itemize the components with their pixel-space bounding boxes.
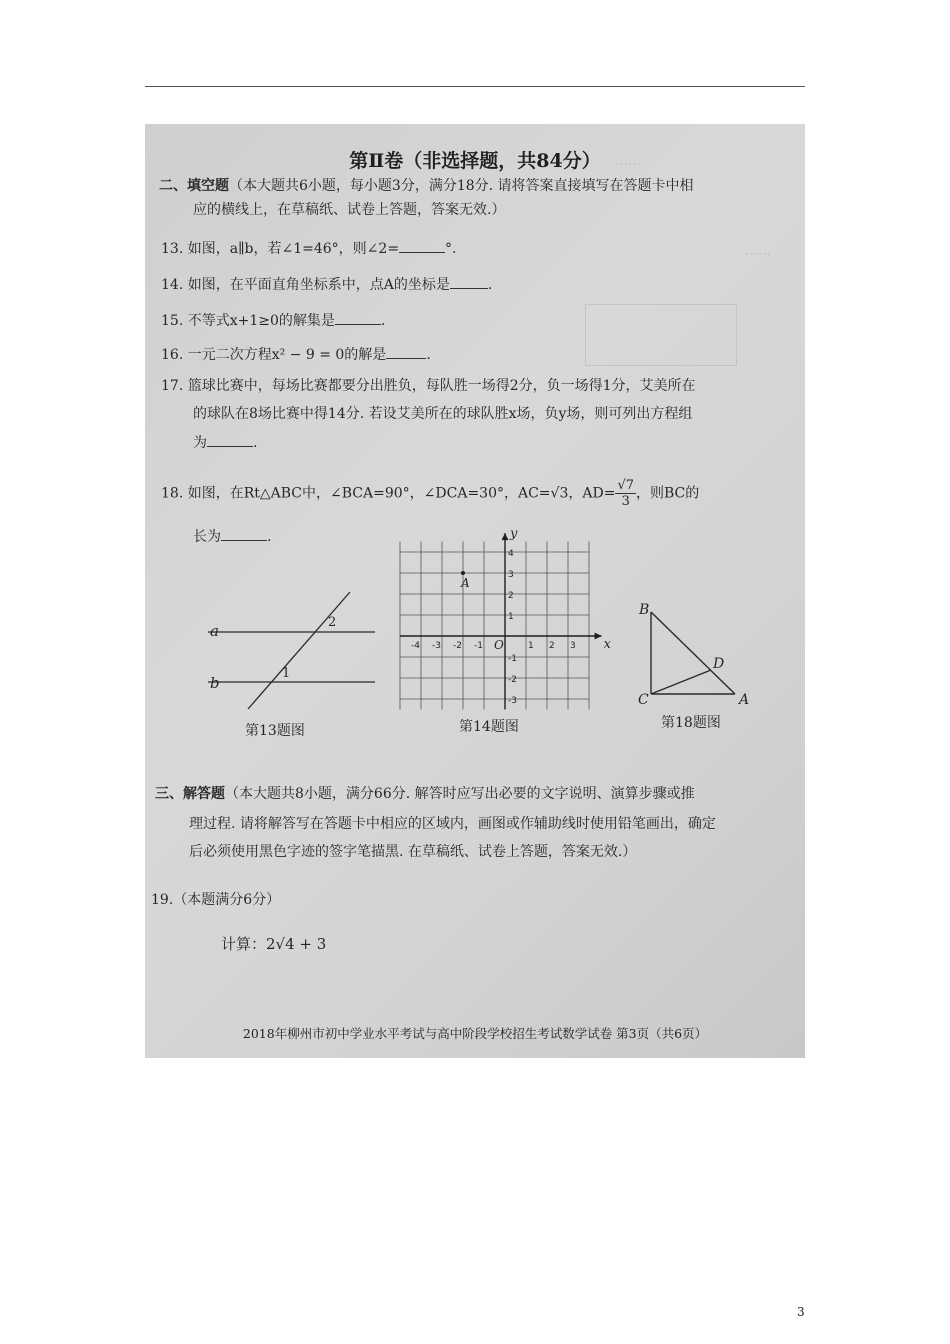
y-tick-label: 2 xyxy=(508,591,514,601)
answer-blank[interactable] xyxy=(386,344,426,359)
x-tick-label: 3 xyxy=(570,641,576,651)
instruction-line: 后必须使用黑色字迹的签字笔描黑. 在草稿纸、试卷上答题，答案无效.） xyxy=(189,844,637,860)
fill-blank-instructions xyxy=(159,176,694,196)
question-text: 如图，在平面直角坐标系中，点A的坐标是 xyxy=(187,277,450,293)
header-rule xyxy=(145,86,805,87)
page-number: 3 xyxy=(797,1305,805,1319)
question-19-expression: 计算：2√4 + 3 xyxy=(221,935,327,953)
x-tick-label: -1 xyxy=(474,641,483,651)
question-text: 篮球比赛中，每场比赛都要分出胜负，每队胜一场得2分，负一场得1分，艾美所在 xyxy=(187,378,696,394)
vertex-a: A xyxy=(739,692,750,708)
question-17-line-1 xyxy=(161,376,696,396)
y-tick-label: -3 xyxy=(508,696,517,706)
fraction-ad xyxy=(615,478,636,509)
instruction-line: 理过程. 请将解答写在答题卡中相应的区域内，画图或作辅助线时使用铅笔画出，确定 xyxy=(189,816,716,832)
x-tick-label: -2 xyxy=(453,641,462,651)
figure-18-caption: 第18题图 xyxy=(661,715,721,731)
question-text: 如图，在Rt△ABC中，∠BCA=90°，∠DCA=30°，AC=√3，AD= xyxy=(187,485,616,502)
page-footer: 2018年柳州市初中学业水平考试与高中阶段学校招生考试数学试卷 第3页（共6页） xyxy=(242,1026,708,1041)
x-tick-label: -4 xyxy=(411,641,420,651)
x-axis-arrow xyxy=(595,633,602,640)
question-17-line-3 xyxy=(193,432,257,453)
y-tick-label: 3 xyxy=(508,570,514,580)
segment-cd xyxy=(651,670,711,694)
bleed-through-table xyxy=(585,304,737,366)
figure-14-caption: 第14题图 xyxy=(459,719,519,735)
instruction-line: 应的横线上，在草稿纸、试卷上答题，答案无效.） xyxy=(193,202,506,218)
question-tail: °. xyxy=(445,241,457,257)
question-number: 18. xyxy=(161,485,184,502)
x-tick-label: -3 xyxy=(432,641,441,651)
bleed-through-text: …… xyxy=(745,244,771,259)
exam-photo xyxy=(145,124,805,1058)
label-b: b xyxy=(210,674,220,692)
question-tail: . xyxy=(253,435,258,451)
question-18-line-1 xyxy=(161,478,699,509)
question-17-line-2: 的球队在8场比赛中得14分. 若设艾美所在的球队胜x场，负y场，则可列出方程组 xyxy=(193,406,693,422)
angle-label-2: 2 xyxy=(328,615,337,630)
answer-blank[interactable] xyxy=(399,238,445,253)
question-text: 不等式x+1≥0的解集是 xyxy=(187,313,335,329)
fraction-denominator: 3 xyxy=(621,494,630,509)
label-a: a xyxy=(210,622,219,640)
question-text: 如图，a∥b，若∠1=46°，则∠2= xyxy=(187,241,400,257)
question-tail: . xyxy=(426,347,431,363)
instruction-line: （本大题共6小题，每小题3分，满分18分. 请将答案直接填写在答题卡中相 xyxy=(229,178,694,194)
point-a-marker xyxy=(461,571,465,575)
side-ab xyxy=(651,612,735,694)
x-tick-label: 2 xyxy=(549,641,555,651)
question-19 xyxy=(151,890,280,910)
angle-label-1: 1 xyxy=(282,666,291,681)
y-tick-label: 4 xyxy=(508,549,514,559)
question-14 xyxy=(161,274,492,295)
question-text: 长为 xyxy=(193,529,221,545)
x-axis-label: x xyxy=(603,637,611,652)
question-tail: . xyxy=(380,313,386,329)
question-number: 14. xyxy=(161,277,184,293)
question-number: 15. xyxy=(161,313,184,329)
question-15 xyxy=(161,310,385,331)
figure-18 xyxy=(635,602,765,712)
y-tick-label: -2 xyxy=(508,675,517,685)
y-tick-label: 1 xyxy=(508,612,514,622)
figure-13-caption: 第13题图 xyxy=(245,723,305,739)
question-tail: ，则BC的 xyxy=(636,485,700,502)
transversal xyxy=(248,592,350,709)
point-d: D xyxy=(713,656,725,672)
origin-label: O xyxy=(494,638,504,652)
y-tick-label: -1 xyxy=(508,654,517,664)
question-text: 为 xyxy=(193,435,207,451)
question-number: 16. xyxy=(161,347,184,363)
point-a-label: A xyxy=(461,576,470,590)
answer-blank[interactable] xyxy=(207,432,253,447)
question-number: 17. xyxy=(161,378,184,394)
question-13 xyxy=(161,238,457,259)
question-tail: . xyxy=(267,529,272,545)
answer-blank[interactable] xyxy=(335,310,381,325)
question-number: 19. xyxy=(151,892,174,908)
y-axis-arrow xyxy=(502,533,509,540)
section-3-instructions xyxy=(155,784,695,804)
section-heading: 三、解答题 xyxy=(155,786,225,802)
y-axis-label: y xyxy=(510,526,518,542)
x-tick-label: 1 xyxy=(528,641,534,651)
bleed-through-text: …… xyxy=(615,154,641,169)
fraction-numerator: √7 xyxy=(617,478,634,493)
figure-14 xyxy=(407,526,611,708)
question-number: 13. xyxy=(161,241,184,257)
question-tail: . xyxy=(487,277,493,293)
section-title: 第Ⅱ卷（非选择题，共84分） xyxy=(349,150,601,172)
vertex-c: C xyxy=(638,692,649,708)
vertex-b: B xyxy=(639,602,650,618)
instruction-line: （本大题共8小题，满分66分. 解答时应写出必要的文字说明、演算步骤或推 xyxy=(225,786,695,802)
section-heading: 二、填空题 xyxy=(159,178,229,194)
question-18-line-2 xyxy=(193,526,271,547)
figure-13 xyxy=(200,564,390,714)
question-score: （本题满分6分） xyxy=(173,892,281,908)
question-text: 一元二次方程x² − 9 = 0的解是 xyxy=(187,347,387,363)
question-16 xyxy=(161,344,431,365)
answer-blank[interactable] xyxy=(450,274,488,289)
answer-blank[interactable] xyxy=(221,526,267,541)
